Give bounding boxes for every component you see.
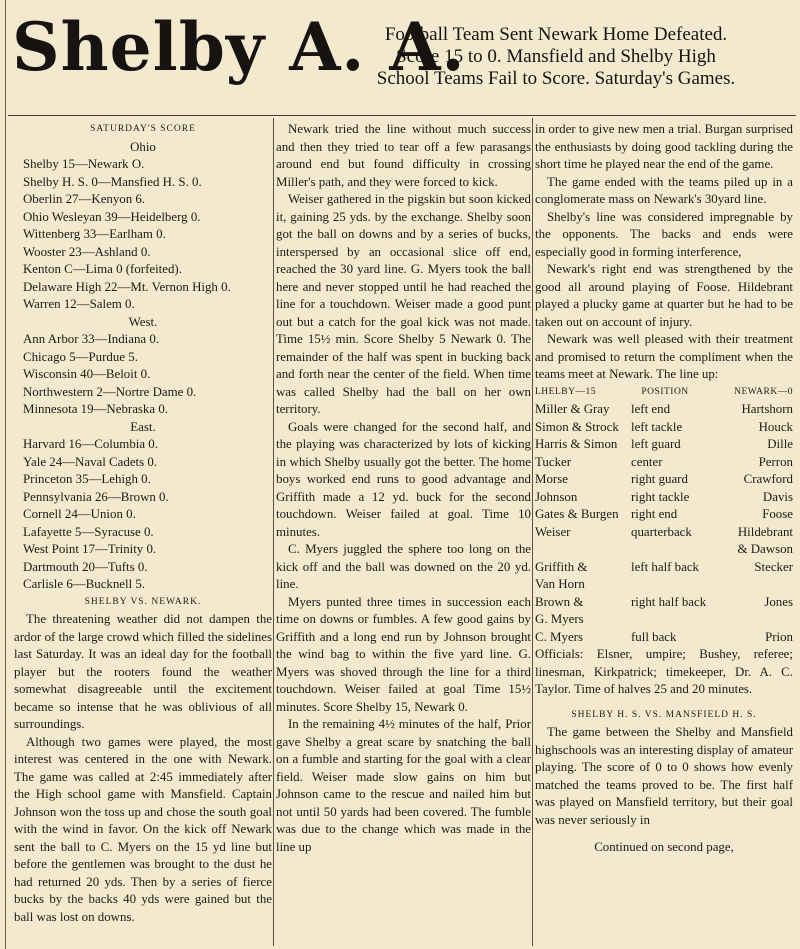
score-line: Carlisle 6—Bucknell 5. xyxy=(23,577,146,591)
story-paragraph: Newark's right end was strengthened by the good all around playing of Foose. Hildebrant played a plucky game at quarter but he had to be taken out on account of injury. xyxy=(535,262,793,329)
region-west: West. xyxy=(128,314,158,329)
score-line: Wisconsin 40—Beloit 0. xyxy=(23,367,151,381)
lineup-position: quarterback xyxy=(631,524,692,539)
lineup-row xyxy=(535,594,793,612)
score-line: Wittenberg 33—Earlham 0. xyxy=(23,227,166,241)
score-line: Northwestern 2—Nortre Dame 0. xyxy=(23,384,197,399)
lineup-shelby-player: G. Myers xyxy=(535,612,584,626)
second-story-heading: SHELBY H. S. VS. MANSFIELD H. S. xyxy=(571,709,757,720)
score-line: Delaware High 22—Mt. Vernon High 0. xyxy=(23,279,231,294)
masthead: Shelby A. A. xyxy=(12,8,466,86)
lineup-newark-player: Crawford xyxy=(743,472,793,486)
lineup-shelby-player xyxy=(535,541,631,559)
region-east: East. xyxy=(130,419,156,434)
lineup-row xyxy=(535,401,793,419)
lineup-position: left end xyxy=(631,402,671,416)
score-line: Shelby 15—Newark O. xyxy=(23,157,145,171)
lineup-row xyxy=(535,611,793,629)
left-edge-rule xyxy=(5,0,6,949)
lineup-position: left half back xyxy=(631,559,699,574)
second-story-paragraph: The game between the Shelby and Mansfield highschools was an interesting display of amateur playing. The score of 0 to 0 shows how evenly matched the teams proved to be. The first half was played on Mansfield territory, but their goal was never seriously in xyxy=(535,725,793,827)
score-line: Wooster 23—Ashland 0. xyxy=(23,244,151,259)
lineup-newark-player: Houck xyxy=(758,419,793,434)
lineup-position xyxy=(631,576,723,594)
story-heading: SHELBY VS. NEWARK. xyxy=(84,596,202,607)
lineup-row xyxy=(535,506,793,524)
lineup-newark-player: Hildebrant xyxy=(737,524,793,539)
story-paragraph: C. Myers juggled the sphere too long on the kick off and the ball was downed on the 20 yd. line. xyxy=(276,542,531,591)
story-paragraph: In the remaining 4½ minutes of the half, Prior gave Shelby a great scare by snatching the ball on a fumble and starting for the goal with a clear field. Weiser made slow gains on him but Johnson came to the rescue and nailed him but not until 50 yards had been covered. The fumble was due to the change which was made in the line up xyxy=(276,717,531,854)
score-line: Kenton C—Lima 0 (forfeited). xyxy=(23,262,182,276)
lineup-head-shelby: LHELBY—15 xyxy=(535,386,596,397)
continued-note: Continued on second page, xyxy=(594,840,734,854)
lineup-row xyxy=(535,524,793,542)
lineup-newark-player: Prion xyxy=(765,629,793,644)
lineup-shelby-player: Miller & Gray xyxy=(535,402,610,416)
score-line: Cornell 24—Union 0. xyxy=(23,507,136,521)
region-ohio: Ohio xyxy=(130,139,156,154)
lineup-position xyxy=(631,611,723,629)
score-line: Princeton 35—Lehigh 0. xyxy=(23,472,151,486)
lineup-position: right tackle xyxy=(631,489,690,504)
lineup-head-position: POSITION xyxy=(641,386,689,397)
header-rule xyxy=(8,115,796,116)
story-paragraph: Although two games were played, the most interest was centered in the one with Newark. The game was called at 2:45 immediately after the High school game with Mansfield. Captain Johnson won the toss up and chose the south goal with the wind in favor. On the kick off Newark sent the ball to C. Myers on the 15 yd line but before the gentlemen was brought to the dust he had returned 20 yds. Then by a series of fierce bucks by the backs 40 yds were gained but the ball was lost on downs. xyxy=(14,734,272,924)
lineup-row xyxy=(535,541,793,559)
score-line: Warren 12—Salem 0. xyxy=(23,297,135,311)
score-line: Pennsylvania 26—Brown 0. xyxy=(23,489,169,504)
lineup-shelby-player: C. Myers xyxy=(535,629,583,644)
column-divider xyxy=(273,118,274,946)
lineup-newark-player: Davis xyxy=(762,489,793,504)
story-paragraph: Newark tried the line without much success and then they tried to tear off a few parasangs around end but found difficulty in crossing Miller's path, and they were forced to kick. xyxy=(276,122,531,189)
score-line: Ohio Wesleyan 39—Heidelberg 0. xyxy=(23,209,201,224)
headline-line: Score 15 to 0. Mansfield and Shelby High xyxy=(396,46,716,67)
lineup-newark-player: Jones xyxy=(764,594,793,609)
column-3 xyxy=(535,121,793,945)
lineup-shelby-player: Gates & Burgen xyxy=(535,507,619,521)
lineup-position: right end xyxy=(631,507,678,521)
column-2 xyxy=(276,121,531,945)
headline xyxy=(318,24,794,90)
lineup-row xyxy=(535,629,793,647)
lineup-row xyxy=(535,559,793,577)
lineup-newark-player xyxy=(723,611,793,629)
lineup-position: right half back xyxy=(631,594,707,609)
lineup-head-newark: NEWARK—0 xyxy=(734,386,793,397)
lineup-row xyxy=(535,471,793,489)
lineup-shelby-player: Tucker xyxy=(535,454,572,469)
lineup-position: left guard xyxy=(631,437,681,451)
lineup-position: center xyxy=(631,454,663,469)
lineup-shelby-player: Brown & xyxy=(535,594,584,609)
lineup-header xyxy=(535,384,793,402)
lineup-shelby-player: Harris & Simon xyxy=(535,437,618,451)
story-paragraph: The game ended with the teams piled up in a conglomerate mass on Newark's 30yard line. xyxy=(535,174,793,206)
lineup-newark-player: Stecker xyxy=(754,559,793,574)
lineup-newark-player: Foose xyxy=(762,507,793,521)
lineup-shelby-player: Morse xyxy=(535,472,568,486)
lineup-row xyxy=(535,454,793,472)
lineup-shelby-player: Van Horn xyxy=(535,577,585,591)
lineup-newark-player xyxy=(723,576,793,594)
lineup-newark-player: Perron xyxy=(758,454,793,469)
lineup-shelby-player: Johnson xyxy=(535,489,578,504)
column-1 xyxy=(14,121,272,945)
lineup-position: left tackle xyxy=(631,419,683,434)
story-paragraph: Weiser gathered in the pigskin but soon kicked it, gaining 25 yds. by the exchange. Shelby soon got the ball on downs and by a series of bucks, interspersed by an occasional slice off end, reached the 30 yard line. G. Myers took the ball here and never stopped until he had reached the line for a touchdown. Weiser made a good punt out but a catch for the goal kick was not made. Time 15½ min. Score Shelby 5 Newark 0. The remainder of the half was spent in bucking back and forth near the center of the field. When time was called Shelby had the ball on her own territory. xyxy=(276,192,531,416)
story-paragraph: Shelby's line was considered impregnable by the opponents. The backs and ends were especially good in forming interference, xyxy=(535,209,793,259)
lineup-row xyxy=(535,436,793,454)
score-line: Yale 24—Naval Cadets 0. xyxy=(23,454,158,469)
lineup-position: right guard xyxy=(631,472,688,486)
score-line: Minnesota 19—Nebraska 0. xyxy=(23,402,168,416)
column-divider xyxy=(532,118,533,946)
score-line: Shelby H. S. 0—Mansfied H. S. 0. xyxy=(23,174,202,189)
lineup-row xyxy=(535,576,793,594)
lineup-shelby-player: Weiser xyxy=(535,524,571,539)
headline-line: School Teams Fail to Score. Saturday's Games. xyxy=(376,68,736,89)
lineup-row xyxy=(535,419,793,437)
lineup-shelby-player: Simon & Strock xyxy=(535,419,619,434)
officials: Officials: Elsner, umpire; Bushey, referee; linesman, Kirkpatrick; timekeeper, Dr. A. C. Taylor. Time of halves 25 and 20 minutes. xyxy=(535,647,793,696)
headline-line: Football Team Sent Newark Home Defeated. xyxy=(384,24,728,45)
story-paragraph: in order to give new men a trial. Burgan surprised the enthusiasts by doing good tackling during the short time he played near the end of the game. xyxy=(535,122,793,171)
score-line: Dartmouth 20—Tufts 0. xyxy=(23,559,148,574)
lineup-table xyxy=(535,401,793,646)
score-line: Chicago 5—Purdue 5. xyxy=(23,349,138,364)
score-line: Harvard 16—Columbia 0. xyxy=(23,437,158,451)
score-line: Ann Arbor 33—Indiana 0. xyxy=(23,332,160,346)
lineup-newark-player: Hartshorn xyxy=(741,402,793,416)
lineup-shelby-player: Griffith & xyxy=(535,559,588,574)
story-paragraph: Goals were changed for the second half, and the playing was characterized by lots of kicking in which Shelby usually got the better. The home boys worked end runs to good advantage and Griffith made a 12 yd. buck for the second touchdown. Weiser failed at goal. Time 10 minutes. xyxy=(276,419,531,539)
story-paragraph: Myers punted three times in succession each time on downs or fumbles. A few good gains by Griffith and a long end run by Johnson brought the wind bag to within the five yard line. G. Myers was shoved through the line for a third touchdown. Weiser failed at goal Time 15½ minutes. Score Shelby 15, Newark 0. xyxy=(276,594,531,714)
lineup-newark-player: Dille xyxy=(767,437,793,451)
score-line: Oberlin 27—Kenyon 6. xyxy=(23,192,146,206)
score-line: West Point 17—Trinity 0. xyxy=(23,542,157,556)
lineup-row xyxy=(535,489,793,507)
lineup-position: full back xyxy=(631,629,677,644)
story-paragraph: Newark was well pleased with their treatment and promised to return the compliment when the teams meet at Newark. The line up: xyxy=(535,332,793,381)
lineup-position xyxy=(631,541,723,559)
lineup-newark-player: & Dawson xyxy=(737,542,793,556)
story-paragraph: The threatening weather did not dampen the ardor of the large crowd which filled the sidelines last Saturday. It was an ideal day for the football player but the rooters found the weather somewhat disagreeable until the excitement became so intense that he was oblivious of all surroundings. xyxy=(14,612,272,731)
scores-heading: SATURDAY'S SCORE xyxy=(90,124,196,134)
score-line: Lafayette 5—Syracuse 0. xyxy=(23,524,154,539)
